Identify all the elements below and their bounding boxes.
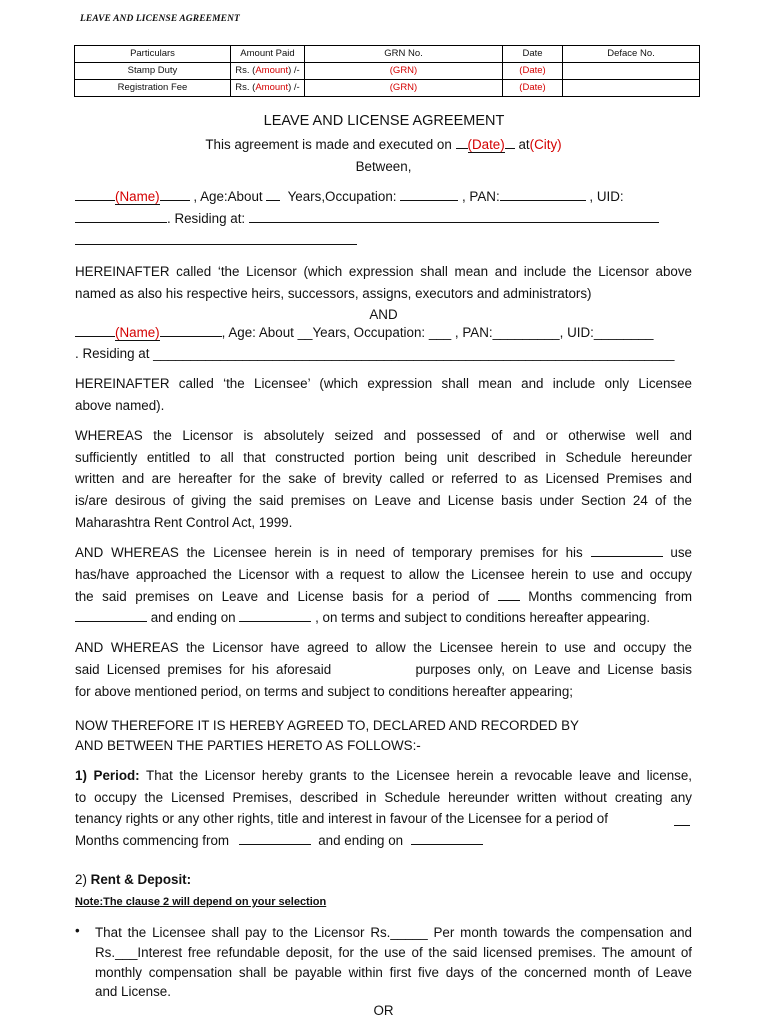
use-field[interactable] [591, 543, 663, 557]
city-placeholder[interactable]: (City) [529, 137, 562, 152]
grn-cell: (GRN) [305, 63, 503, 80]
grn-cell: (GRN) [305, 80, 503, 97]
clause2-number: 2) [75, 872, 87, 887]
particular-cell: Stamp Duty [75, 63, 231, 80]
whereas3-line: AND WHEREAS the Licensor have agreed to allow the Licensee herein to use and occupy the [75, 640, 692, 655]
amount-cell [231, 80, 305, 97]
whereas2-line: has/have approached the Licensor with a request to allow the Licensee herein to use and occupy [75, 567, 692, 582]
period-field[interactable] [498, 587, 520, 601]
blank-field[interactable] [160, 187, 190, 201]
clause1-line [75, 830, 692, 852]
amount-suffix: ) /- [288, 82, 300, 93]
and-separator: AND [369, 307, 398, 322]
col-deface: Deface No. [563, 46, 700, 63]
clause1-label: 1) Period: [75, 768, 140, 783]
whereas-line: is/are desirous of giving the said premises on Leave and License basis under Section 24 of the [75, 493, 692, 508]
amount-placeholder: Amount [255, 82, 289, 93]
col-grn: GRN No. [305, 46, 503, 63]
bullet-icon: • [75, 923, 80, 938]
whereas3-line: for above mentioned period, on terms and subject to conditions hereafter appearing; [75, 684, 573, 699]
text: That the Licensor hereby grants to the Licensee herein a revocable leave and license, [146, 768, 693, 783]
amount-placeholder: Amount [255, 65, 289, 76]
text: and ending on [318, 833, 404, 848]
fee-table-row [75, 63, 700, 80]
text: said Licensed premises for his aforesaid [75, 662, 332, 677]
licensee-paragraph-line: HEREINAFTER called ‘the Licensee’ (which expression shall mean and include only Licensee [75, 376, 692, 391]
text: use [670, 545, 692, 560]
running-header: LEAVE AND LICENSE AGREEMENT [80, 14, 240, 24]
residing-label: . Residing at: [167, 211, 246, 226]
uid-field[interactable] [75, 209, 167, 223]
clause1-line [75, 765, 692, 787]
period-field[interactable] [674, 812, 690, 826]
at-text: at [518, 137, 530, 152]
col-particulars: Particulars [75, 46, 231, 63]
age-field[interactable] [266, 187, 280, 201]
blank-field[interactable] [160, 323, 222, 337]
pan-field[interactable] [500, 187, 586, 201]
whereas-line: WHEREAS the Licensor is absolutely seized and possessed of and or otherwise well and [75, 428, 692, 443]
fee-table-header-row [75, 46, 700, 63]
licensee-line [75, 322, 692, 344]
col-amount-paid: Amount Paid [231, 46, 305, 63]
licensor-line [75, 186, 692, 208]
now-therefore-line: NOW THEREFORE IT IS HEREBY AGREED TO, DECLARED AND RECORDED BY [75, 718, 579, 733]
bullet-line: That the Licensee shall pay to the Licensor Rs._____ Per month towards the compensation and [95, 925, 692, 940]
text: and ending on [150, 610, 236, 625]
clause1-line: to occupy the Licensed Premises, described in Schedule hereunder written without creating any [75, 790, 692, 805]
or-separator: OR [373, 1003, 394, 1018]
between-text: Between, [355, 159, 412, 174]
licensee-details: , Age: About __Years, Occupation: ___ , PAN:_________, UID:________ [221, 325, 654, 340]
amount-suffix: ) /- [288, 65, 300, 76]
whereas-line: written and are hereafter for the sake of brevity called or referred to as Licensed Premises and [75, 471, 692, 486]
intro-text: This agreement is made and executed on [205, 137, 452, 152]
now-therefore-line: AND BETWEEN THE PARTIES HERETO AS FOLLOWS:- [75, 738, 421, 753]
start-date-field[interactable] [75, 608, 147, 622]
text: , on terms and subject to conditions hereafter appearing. [315, 610, 651, 625]
whereas2-line [75, 607, 692, 629]
text: Months commencing from [75, 833, 230, 848]
note-text: Note:The clause 2 will depend on your selection [75, 896, 327, 908]
licensor-address-line-2 [75, 230, 692, 252]
occupation-field[interactable] [400, 187, 458, 201]
address-field[interactable] [75, 231, 357, 245]
bullet-line: monthly compensation shall be payable within first five days of the concerned month of Leave [95, 964, 692, 980]
amount-prefix: Rs. ( [235, 82, 256, 93]
date-cell: (Date) [503, 80, 563, 97]
end-date-field[interactable] [411, 831, 483, 845]
end-date-field[interactable] [239, 608, 311, 622]
occupation-label: Years,Occupation: [287, 189, 397, 204]
intro-line [75, 134, 692, 156]
text: the said premises on Leave and License basis for a period of [75, 589, 490, 604]
date-placeholder[interactable]: (Date) [467, 137, 505, 152]
text: AND WHEREAS the Licensee herein is in need of temporary premises for his [75, 545, 583, 560]
deface-cell [563, 63, 700, 80]
clause2-heading [75, 869, 692, 891]
licensee-paragraph-line: above named). [75, 398, 165, 413]
whereas2-line [75, 542, 692, 564]
amount-cell [231, 63, 305, 80]
document-title: LEAVE AND LICENSE AGREEMENT [263, 113, 505, 129]
text: tenancy rights or any other rights, title and interest in favour of the Licensee for a period of [75, 811, 608, 826]
start-date-field[interactable] [239, 831, 311, 845]
fee-table-row [75, 80, 700, 97]
age-label: , Age:About [193, 189, 263, 204]
clause2-bullet [95, 923, 692, 1002]
text: Months commencing from [528, 589, 693, 604]
licensee-name-placeholder[interactable]: (Name) [115, 325, 160, 340]
particular-cell: Registration Fee [75, 80, 231, 97]
blank-field[interactable] [75, 323, 115, 337]
amount-prefix: Rs. ( [235, 65, 256, 76]
pan-label: , PAN: [461, 189, 500, 204]
licensor-address-line [75, 208, 692, 230]
licensor-paragraph-line: HEREINAFTER called ‘the Licensor (which expression shall mean and include the Licensor above [75, 264, 692, 279]
blank-field[interactable] [505, 135, 515, 149]
whereas-line: Maharashtra Rent Control Act, 1999. [75, 515, 293, 530]
licensee-address-line: . Residing at ______________________________________________________________________ [75, 346, 675, 361]
bullet-line: Rs.___Interest free refundable deposit, for the use of the said licensed premises. The amount of [95, 944, 692, 960]
licensor-name-placeholder[interactable]: (Name) [115, 189, 160, 204]
deface-cell [563, 80, 700, 97]
blank-field[interactable] [456, 135, 468, 149]
whereas3-line [75, 659, 692, 681]
whereas2-line [75, 586, 692, 608]
blank-field[interactable] [75, 187, 115, 201]
uid-label: , UID: [589, 189, 624, 204]
fee-table [74, 45, 700, 97]
clause1-line [75, 808, 692, 830]
clause2-note [75, 890, 692, 914]
text: purposes only, on Leave and License basis [415, 662, 692, 677]
clause2-label: Rent & Deposit: [90, 872, 192, 887]
whereas-line: sufficiently entitled to all that constructed portion being unit described in Schedule hereunder [75, 450, 692, 465]
licensor-paragraph-line: named as also his respective heirs, successors, assigns, executors and administrators) [75, 286, 592, 301]
bullet-line: and License. [95, 984, 171, 1000]
date-cell: (Date) [503, 63, 563, 80]
address-field[interactable] [249, 209, 659, 223]
col-date: Date [503, 46, 563, 63]
